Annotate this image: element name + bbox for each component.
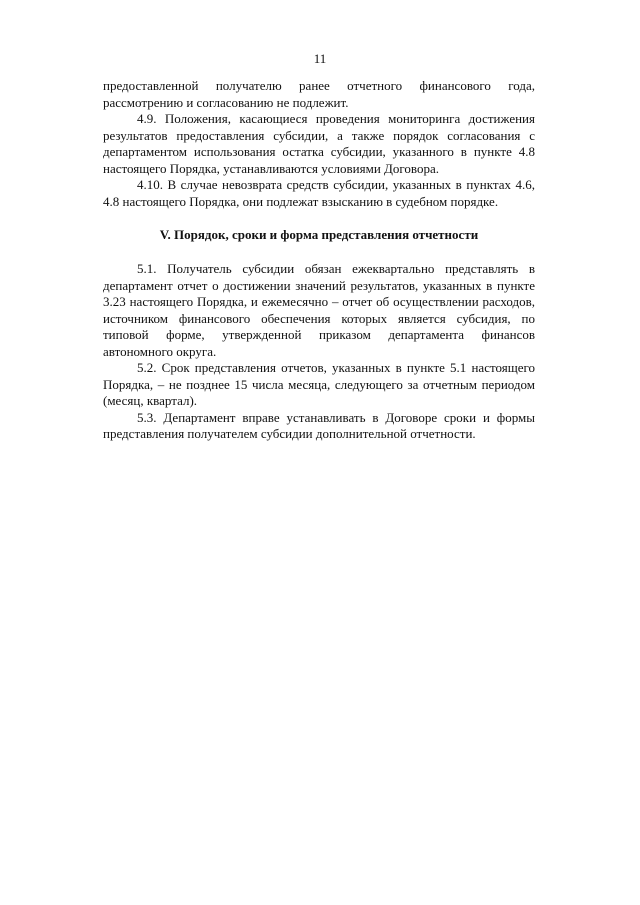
document-body (103, 78, 535, 443)
paragraph-5-2: 5.2. Срок представления отчетов, указанных в пункте 5.1 настоящего Порядка, – не позднее 15 числа месяца, следующего за отчетным периодом (месяц, квартал). (103, 360, 535, 408)
section-heading: V. Порядок, сроки и форма представления отчетности (159, 227, 479, 242)
paragraph-4-9: 4.9. Положения, касающиеся проведения мониторинга достижения результатов предоставления субсидии, а также порядок согласования с департаментом использования остатка субсидии, указанного в пункте 4.8 настоящего Порядка, устанавливаются условиями Договора. (103, 111, 535, 176)
paragraph-4-10: 4.10. В случае невозврата средств субсидии, указанных в пунктах 4.6, 4.8 настоящего Порядка, они подлежат взысканию в судебном порядке. (103, 177, 535, 209)
paragraph-5-1: 5.1. Получатель субсидии обязан ежеквартально представлять в департамент отчет о достижении значений результатов, указанных в пункте 3.23 настоящего Порядка, и ежемесячно – отчет об осуществлении расходов, источником финансового обеспечения которых является субсидия, по типовой форме, утвержденной приказом департамента финансов автономного округа. (103, 261, 535, 359)
paragraph-5-3: 5.3. Департамент вправе устанавливать в Договоре сроки и формы представления получателем субсидии дополнительной отчетности. (103, 409, 535, 441)
page-number: 11 (313, 51, 327, 66)
paragraph-continuation: предоставленной получателю ранее отчетного финансового года, рассмотрению и согласованию не подлежит. (103, 78, 535, 110)
